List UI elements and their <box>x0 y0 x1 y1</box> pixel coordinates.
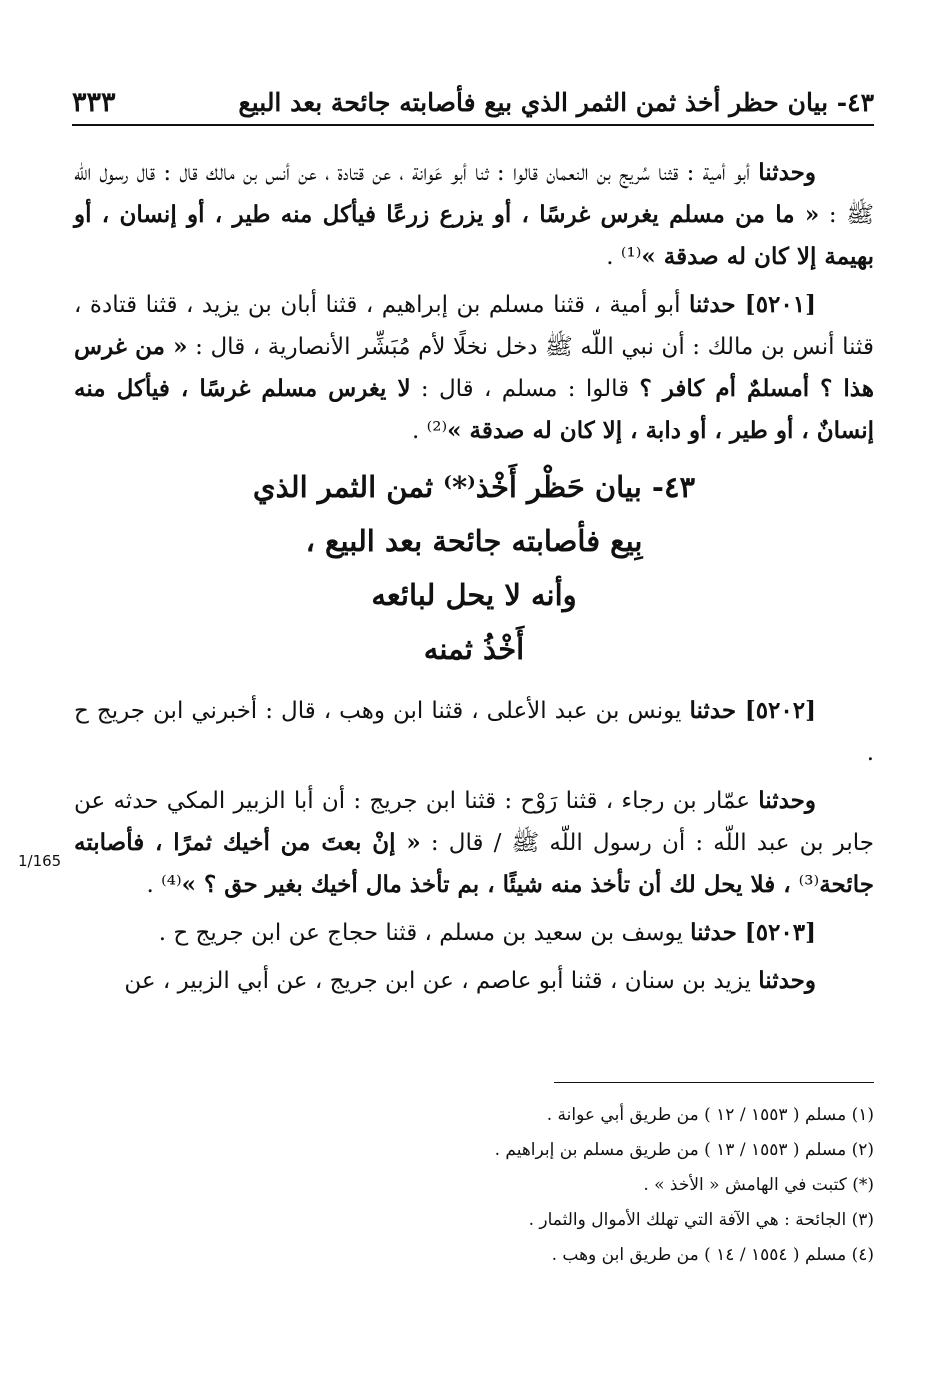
paragraph <box>74 284 874 452</box>
chapter-heading-line: أَخْذُ ثمنه <box>423 632 525 666</box>
footnote: (٤) مسلم ( ١٥٥٤ / ١٤ ) من طريق ابن وهب . <box>551 1245 874 1265</box>
running-title: ٤٣- بيان حظر أخذ ثمن الثمر الذي بيع فأصابته جائحة بعد البيع <box>238 87 874 117</box>
footnote: (٣) الجائحة : هي الآفة التي تهلك الأموال والثمار . <box>528 1210 874 1230</box>
text-run: ⁽³⁾ <box>798 872 820 898</box>
bold-text-run: وحدثنا <box>758 787 816 814</box>
text-run: أبو أمية ، قثنا مسلم بن إبراهيم ، قثنا أبان بن يزيد ، قثنا قتادة ، قثنا أنس بن مالك : أن نبي اللّه ﷺ دخل نخلًا لأم مُبَشِّر الأنصارية ، قال : <box>74 292 874 360</box>
margin-note: 1/165 <box>18 852 62 870</box>
bold-text-run: [٥٢٠٢] حدثنا <box>689 697 817 724</box>
text-run: عمّار بن رجاء ، قثنا رَوْح : قثنا ابن جريج : أن أبا الزبير المكي حدثه عن جابر بن عبد اللّه : أن رسول اللّه ﷺ / قال : <box>74 788 874 856</box>
bold-text-run: « ما من مسلم يغرس غرسًا ، أو يزرع زرعًا فيأكل منه طير ، أو إنسان ، أو بهيمة إلا كان له صدقة » <box>74 201 874 270</box>
bold-text-run: « من غرس هذا ؟ أمسلمٌ أم كافر ؟ <box>74 333 874 402</box>
paragraphs-before-heading <box>74 152 874 452</box>
footnote: (*) كتبت في الهامش « الأخذ » . <box>643 1175 874 1195</box>
footnote: (٢) مسلم ( ١٥٥٣ / ١٣ ) من طريق مسلم بن إبراهيم . <box>494 1140 874 1160</box>
text-run: أبو أمية : قثنا سُريج بن النعمان قالوا : ثنا أبو عَوانة ، عن قتادة ، عن أنس بن مالك قال : قال رسول اللّه ﷺ : <box>74 160 874 228</box>
text-run: ⁽²⁾ . <box>411 418 448 444</box>
bold-text-run: [٥٢٠١] حدثنا <box>688 291 816 318</box>
text-run: قالوا : مسلم ، قال : <box>410 376 640 402</box>
paragraph <box>74 690 874 774</box>
paragraph <box>74 780 874 906</box>
text-run: يونس بن عبد الأعلى ، قثنا ابن وهب ، قال : أخبرني ابن جريج ح . <box>74 698 874 766</box>
footnotes <box>300 1098 874 1273</box>
footnote: (١) مسلم ( ١٥٥٣ / ١٢ ) من طريق أبي عوانة . <box>546 1105 874 1125</box>
bold-text-run: وحدثنا <box>758 967 816 994</box>
text-run: يزيد بن سنان ، قثنا أبو عاصم ، عن ابن جريج ، عن أبي الزبير ، عن <box>124 968 759 994</box>
paragraphs-after-heading <box>74 690 874 1002</box>
main-text <box>74 152 874 1008</box>
bold-text-run: « إنْ بعتَ من أخيك ثمرًا ، فأصابته جائحة <box>74 829 874 898</box>
bold-text-run: لا يغرس مسلم غرسًا ، فيأكل منه إنسانٌ ، أو طير ، أو دابة ، إلا كان له صدقة » <box>74 375 874 444</box>
text-run: يوسف بن سعيد بن مسلم ، قثنا حجاج عن ابن جريج ح . <box>158 920 691 946</box>
page-header <box>72 80 874 126</box>
footnote-divider <box>554 1082 874 1083</box>
chapter-heading-line: بِيع فأصابته جائحة بعد البيع ، <box>305 524 643 558</box>
page-number: ٣٣٣ <box>72 86 116 118</box>
bold-text-run: [٥٢٠٣] حدثنا <box>690 919 816 946</box>
chapter-heading <box>74 460 874 676</box>
bold-text-run: ، فلا يحل لك أن تأخذ منه شيئًا ، بم تأخذ مال أخيك بغير حق ؟ » <box>181 871 799 898</box>
chapter-heading-line: وأنه لا يحل لبائعه <box>371 578 577 612</box>
bold-text-run: وحدثنا <box>758 159 816 186</box>
paragraph <box>74 960 874 1002</box>
chapter-heading-line: ٤٣- بيان حَظْر أَخْذ⁽*⁾ ثمن الثمر الذي <box>252 470 696 504</box>
text-run: ⁽⁴⁾ . <box>146 872 182 898</box>
text-run: ⁽¹⁾ . <box>606 244 642 270</box>
paragraph <box>74 152 874 278</box>
paragraph <box>74 912 874 954</box>
